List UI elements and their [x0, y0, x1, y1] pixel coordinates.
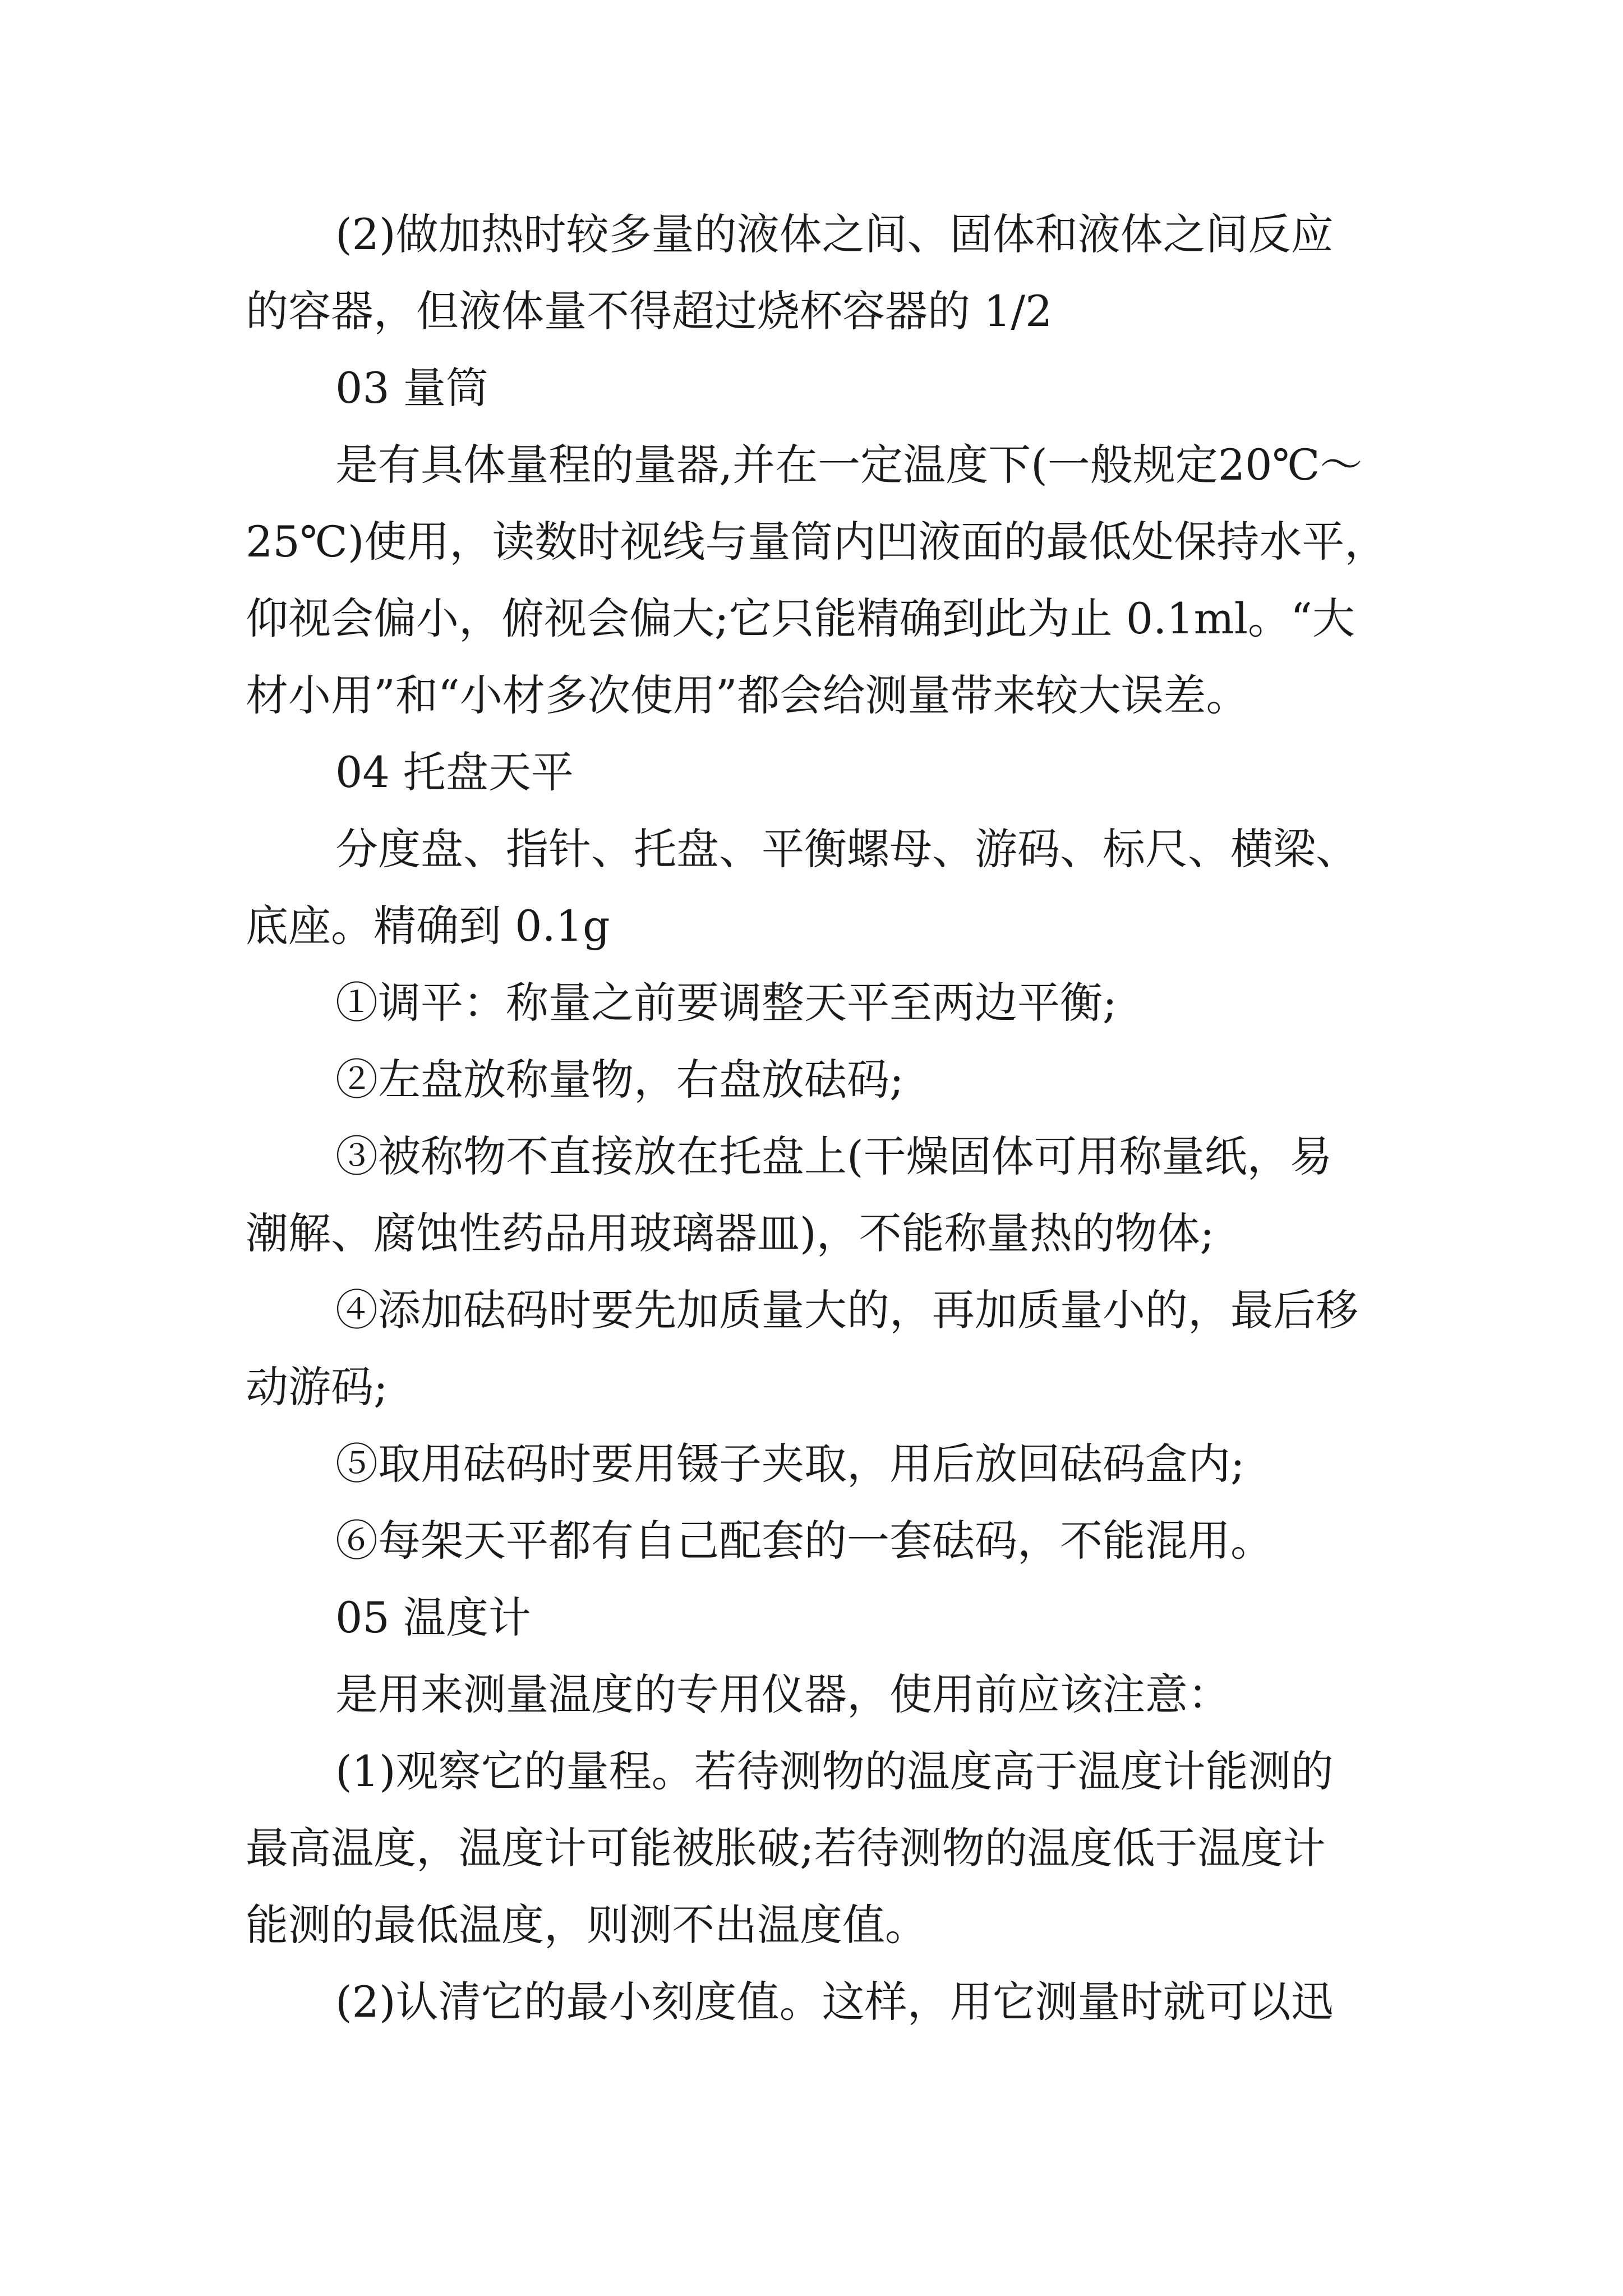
list-item-continuation: 动游码;: [246, 1362, 388, 1412]
paragraph-line: 最高温度，温度计可能被胀破;若待测物的温度低于温度计: [246, 1823, 1326, 1873]
list-item-continuation: 潮解、腐蚀性药品用玻璃器皿)，不能称量热的物体;: [246, 1208, 1215, 1258]
list-item: ③被称物不直接放在托盘上(干燥固体可用称量纸，易: [335, 1131, 1332, 1181]
paragraph-line: 材小用”和“小材多次使用”都会给测量带来较大误差。: [246, 670, 1249, 720]
paragraph-line: (1)观察它的量程。若待测物的温度高于温度计能测的: [335, 1746, 1334, 1796]
paragraph-line: 能测的最低温度，则测不出温度值。: [246, 1900, 928, 1950]
paragraph-line: 是用来测量温度的专用仪器，使用前应该注意：: [335, 1669, 1230, 1719]
paragraph-line: 25℃)使用，读数时视线与量筒内凹液面的最低处保持水平，: [246, 517, 1387, 567]
paragraph-line: 仰视会偏小，俯视会偏大;它只能精确到此为止 0.1ml。“大: [246, 593, 1355, 643]
paragraph-line: (2)做加热时较多量的液体之间、固体和液体之间反应: [335, 209, 1334, 259]
paragraph-line: 底座。精确到 0.1g: [246, 901, 610, 951]
list-item: ⑤取用砝码时要用镊子夹取，用后放回砝码盒内;: [335, 1439, 1245, 1489]
section-heading: 05 温度计: [335, 1593, 531, 1642]
paragraph-line: 分度盘、指针、托盘、平衡螺母、游码、标尺、横梁、: [335, 824, 1358, 874]
paragraph-line: (2)认清它的最小刻度值。这样，用它测量时就可以迅: [335, 1977, 1334, 2027]
list-item: ④添加砝码时要先加质量大的，再加质量小的，最后移: [335, 1285, 1358, 1335]
section-heading: 03 量筒: [335, 363, 488, 413]
paragraph-line: 的容器，但液体量不得超过烧杯容器的 1/2: [246, 286, 1053, 336]
list-item: ⑥每架天平都有自己配套的一套砝码，不能混用。: [335, 1516, 1273, 1566]
list-item: ①调平：称量之前要调整天平至两边平衡;: [335, 978, 1117, 1028]
list-item: ②左盘放称量物，右盘放砝码;: [335, 1055, 904, 1105]
paragraph-line: 是有具体量程的量器,并在一定温度下(一般规定20℃～: [335, 440, 1363, 490]
section-heading: 04 托盘天平: [335, 747, 574, 797]
